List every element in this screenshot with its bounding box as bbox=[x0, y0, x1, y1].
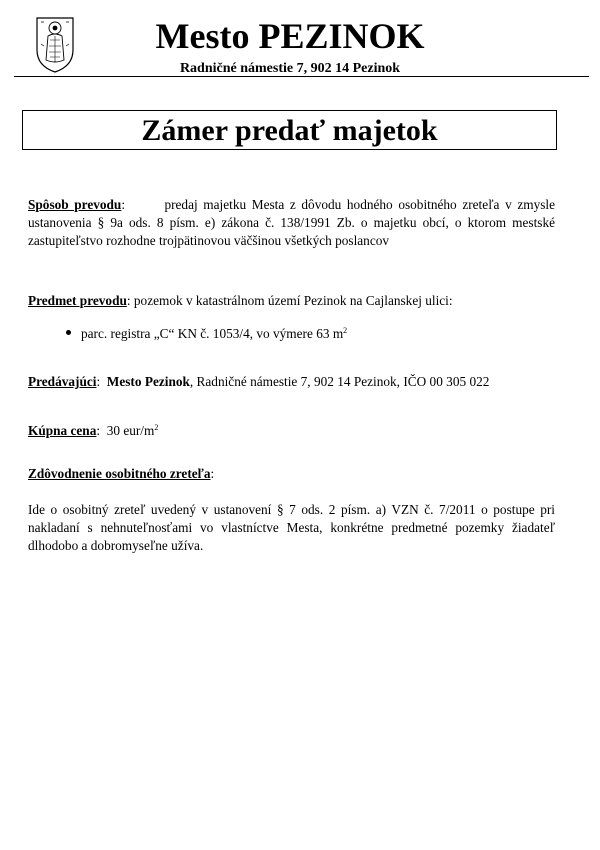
section-predmet-prevodu: Predmet prevodu: pozemok v katastrálnom území Pezinok na Cajlanskej ulici: bbox=[28, 293, 453, 308]
letterhead bbox=[0, 0, 600, 80]
zdovodnenie-text: Ide o osobitný zreteľ uvedený v ustanovení § 7 ods. 2 písm. a) VZN č. 7/2011 o postupe pri nakladaní s nehnuteľnosťami vo vlastníctve Mesta, konkrétne predmetné pozemky žiadateľ dlhodobo a dobromyseľne užíva. bbox=[28, 502, 555, 553]
price-unit-sup: 2 bbox=[154, 423, 159, 432]
sposob-text: predaj majetku Mesta z dôvodu hodného osobitného zreteľa v zmysle ustanovenia § 9a ods. 8 písm. e) zákona č. 138/1991 Zb. o majetku obcí, o ktorom mestské zastupiteľstvo rozhodne trojpätinovou väčšinou všetkých poslancov bbox=[28, 197, 556, 248]
section-sposob-prevodu: Spôsob prevodu: predaj majetku Mesta z dôvodu hodného osobitného zreteľa v zmysle ustanovenia § 9a ods. 8 písm. e) zákona č. 138/1991 Zb. o majetku obcí, o ktorom mestské zastupiteľstvo rozhodne trojpätinovou väčšinou všetkých poslancov bbox=[28, 197, 556, 248]
predmet-label: Predmet prevodu bbox=[28, 293, 127, 308]
seller-name: Mesto Pezinok bbox=[106, 374, 190, 389]
section-predavajuci: Predávajúci: Mesto Pezinok, Radničné námestie 7, 902 14 Pezinok, IČO 00 305 022 bbox=[28, 374, 490, 389]
document-title: Zámer predať majetok bbox=[22, 110, 557, 150]
zdovodnenie-label: Zdôvodnenie osobitného zreteľa bbox=[28, 466, 211, 481]
parcel-text: parc. registra „C“ KN č. 1053/4, vo výmere 63 m bbox=[81, 326, 344, 341]
parcel-unit-sup: 2 bbox=[343, 326, 348, 335]
bullet-icon bbox=[66, 330, 71, 335]
section-kupna-cena: Kúpna cena: 30 eur/$m^2$ bbox=[28, 423, 159, 438]
header-divider bbox=[14, 76, 589, 77]
list-item bbox=[66, 325, 546, 343]
sposob-label: Spôsob prevodu bbox=[28, 197, 122, 212]
coat-of-arms-icon bbox=[35, 14, 75, 74]
predmet-text: pozemok v katastrálnom území Pezinok na Cajlanskej ulici: bbox=[133, 293, 453, 308]
predavajuci-label: Predávajúci bbox=[28, 374, 97, 389]
price-text: 30 eur/m bbox=[106, 423, 155, 438]
kupna-cena-label: Kúpna cena bbox=[28, 423, 97, 438]
seller-details: , Radničné námestie 7, 902 14 Pezinok, IČO 00 305 022 bbox=[189, 374, 490, 389]
city-name: Mesto PEZINOK bbox=[155, 16, 425, 56]
section-zdovodnenie-heading: Zdôvodnenie osobitného zreteľa: bbox=[28, 466, 215, 481]
city-address: Radničné námestie 7, 902 14 Pezinok bbox=[179, 61, 401, 76]
